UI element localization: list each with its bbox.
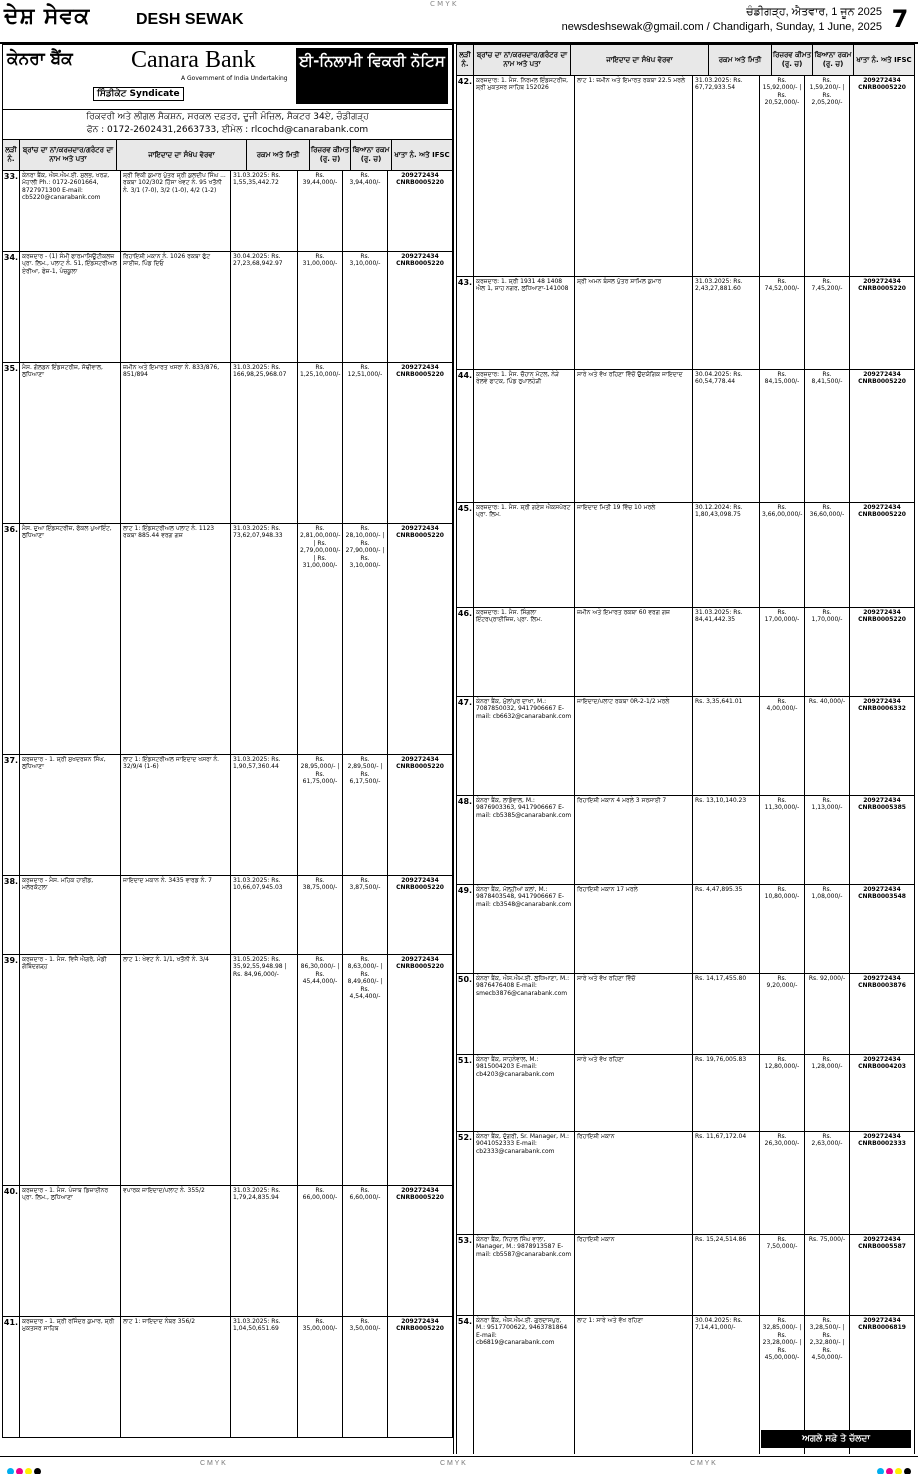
row-reserve: Rs. 17,00,000/- [760,608,805,696]
row-no: 48. [457,796,474,884]
row-branch: ਕਰਜ਼ਦਾਰ: 1. ਮੈਸ. ਸਿੰਗਲਾ ਇੰਟਰਪ੍ਰਾਈਜ਼ਿਜ਼, ਪ੍ਰਾ. ਲਿਮ. [474,608,575,696]
row-emd: Rs. 8,63,000/- | Rs. 8,49,600/- | Rs. 4,54,400/- [343,955,388,1185]
row-no: 35. [3,363,20,523]
row-reserve: Rs. 38,75,000/- [298,876,343,954]
header-reserve: ਰਿਜ਼ਰਵ ਕੀਮਤ (ਰੁ. ਚ) [772,45,813,75]
row-account: 209272434 CNRB0005220 [858,504,906,519]
dateline-punjabi: ਚੰਡੀਗੜ੍ਹ, ਐਤਵਾਰ, 1 ਜੂਨ 2025 [746,6,882,18]
row-branch: ਕੇਨਰਾ ਬੈਂਕ, ਐਸ.ਐਮ.ਈ. ਸੁਲਭ, ਖਰੜ, ਮੋਹਾਲੀ Ph.: 0172-2601664, 8727971300 E-mail: cb5220@canarabank.com [20,171,121,251]
black-dot-icon [904,1468,911,1474]
row-branch: ਮੈਸ. ਦੁਆ ਇੰਡਸਟਰੀਜ਼, ਫੋਕਲ ਪੁਆਇੰਟ, ਲੁਧਿਆਣਾ [20,524,121,754]
color-registration-dots [6,1461,42,1474]
row-emd: Rs. 40,000/- [805,697,850,795]
row-account: 209272434 CNRB0003548 [858,886,906,901]
row-date: 30.04.2025: Rs. 27,23,68,942.97 [231,252,298,362]
row-reserve: Rs. 28,95,000/- | Rs. 61,75,000/- [298,755,343,875]
row-branch: ਕਰਜ਼ਦਾਰ - 1. ਸ਼੍ਰੀ ਸੁਖਦਰਸ਼ਨ ਸਿੰਘ, ਲੁਧਿਆਣਾ [20,755,121,875]
row-no: 53. [457,1235,474,1315]
row-reserve: Rs. 9,20,000/- [760,974,805,1054]
row-emd: Rs. 8,41,500/- [805,370,850,502]
black-dot-icon [34,1468,41,1474]
row-account: 209272434 CNRB0005220 [396,877,444,892]
table-row [456,503,915,608]
row-emd: Rs. 92,000/- [805,974,850,1054]
row-desc: ਸਾਰੇ ਅਤੇ ਵੱਖ ਰਹਿਣਾ [575,1055,693,1131]
masthead-brand-english: DESH SEWAK [136,11,244,28]
row-account: 209272434 CNRB0005220 [396,525,444,540]
row-emd: Rs. 1,13,000/- [805,796,850,884]
notice-title: ਈ-ਨਿਲਾਮੀ ਵਿਕਰੀ ਨੋਟਿਸ [296,48,448,104]
row-desc: ਸਾਰੇ ਅਤੇ ਵੱਖ ਰਹਿਣਾ ਵਿੱਚੋਂ ਉਦਯੋਗਿਕ ਜਾਇਦਾਦ [575,370,693,502]
row-date: 31.03.2025: Rs. 73,62,07,948.33 [231,524,298,754]
row-reserve: Rs. 4,00,000/- [760,697,805,795]
row-date: 30.04.2025: Rs. 60,54,778.44 [693,370,760,502]
row-account: 209272434 CNRB0005587 [858,1236,906,1251]
row-account: 209272434 CNRB0005220 [396,756,444,771]
magenta-dot-icon [886,1468,893,1474]
row-account: 209272434 CNRB0005220 [858,371,906,386]
office-contact: ਫੋਨ : 0172-2602431,2663733, ਈਮੇਲ : rlcochd@canarabank.com [86,125,369,135]
row-branch: ਕੇਨਰਾ ਬੈਂਕ, ਸਾਹਨੇਵਾਲ, M.: 9815004203 E-mail: cb4203@canarabank.com [474,1055,575,1131]
row-desc: ਸ਼੍ਰੀ ਵਿਕੀ ਕੁਮਾਰ ਪੁੱਤਰ ਸ਼੍ਰੀ ਕੁਲਦੀਪ ਸਿੰਘ ... ਰਕਬਾ 102/302 ਹਿੱਸਾ ਖੇਵਟ ਨੰ. 95 ਖਤੌਨੀ ਨੰ. 3/1 (7-0), 3/2 (1-0), 4/2 (1-2) [121,171,231,251]
table-row [2,1317,453,1438]
row-branch: ਕਰਜ਼ਦਾਰ: 1. ਸ਼੍ਰੀ 1931 48 1408 ਐਲ 1, ਸ਼ਾਹ ਨਗਰ, ਲੁਧਿਆਣਾ-141008 [474,277,575,369]
row-emd: Rs. 3,87,500/- [343,876,388,954]
header-serial: ਲੜੀ ਨੰ. [457,45,474,75]
row-no: 39. [3,955,20,1185]
row-emd: Rs. 2,63,000/- [805,1132,850,1234]
notice-right-column [456,44,915,1454]
row-desc: ਰਿਹਾਇਸ਼ੀ ਮਕਾਨ 4 ਮਰਲੇ 3 ਸਰਸਾਈ 7 [575,796,693,884]
cmyk-mark-bottom-2: C M Y K [440,1460,466,1467]
row-no: 42. [457,76,474,276]
row-account: 209272434 CNRB0006332 [858,698,906,713]
row-reserve: Rs. 15,92,000/- | Rs. 20,52,000/- [760,76,805,276]
row-branch: ਕੇਨਰਾ ਬੈਂਕ, ਮੱਲ੍ਹੀਆਂ ਕਲਾਂ, M.: 9878403548, 9417906667 E-mail: cb3548@canarabank.com [474,885,575,973]
row-reserve: Rs. 74,52,000/- [760,277,805,369]
bottom-registration-bar [0,1456,918,1474]
bank-subtitle: A Government of India Undertaking [181,75,288,82]
header-reserve: ਰਿਜ਼ਰਵ ਕੀਮਤ (ਰੁ. ਚ) [310,140,351,170]
row-no: 46. [457,608,474,696]
row-reserve: Rs. 35,00,000/- [298,1317,343,1437]
row-reserve: Rs. 2,81,00,000/- | Rs. 2,79,00,000/- | Rs. 31,00,000/- [298,524,343,754]
row-date: Rs. 3,35,641.01 [693,697,760,795]
row-branch: ਕੇਨਰਾ ਬੈਂਕ, ਮੁੱਲਾਂਪੁਰ ਦਾਖਾ, M.: 7087850032, 9417906667 E-mail: cb6632@canarabank.com [474,697,575,795]
row-reserve: Rs. 66,00,000/- [298,1186,343,1316]
row-account: 209272434 CNRB0005220 [858,278,906,293]
row-emd: Rs. 1,08,000/- [805,885,850,973]
row-desc: ਲਾਟ 1: ਜ਼ਮੀਨ ਅਤੇ ਇਮਾਰਤ ਰਕਬਾ 22.5 ਮਰਲੇ [575,76,693,276]
table-row [456,796,915,885]
cyan-dot-icon [7,1468,14,1474]
notice-left-column [2,44,454,1454]
continued-banner: ਅਗਲੇ ਸਫ਼ੇ ਤੇ ਚੱਲਦਾ [761,1430,911,1448]
yellow-dot-icon [895,1468,902,1474]
row-date: Rs. 4,47,895.35 [693,885,760,973]
row-date: 31.03.2025: Rs. 67,72,933.54 [693,76,760,276]
header-description: ਜਾਇਦਾਦ ਦਾ ਸੰਖੇਪ ਵੇਰਵਾ [571,45,709,75]
table-row [456,608,915,697]
row-emd: Rs. 12,51,000/- [343,363,388,523]
row-emd: Rs. 75,000/- [805,1235,850,1315]
row-reserve: Rs. 84,15,000/- [760,370,805,502]
table-row [2,524,453,755]
row-date: Rs. 19,76,005.83 [693,1055,760,1131]
row-no: 40. [3,1186,20,1316]
row-date: 31.03.2025: Rs. 1,55,35,442.72 [231,171,298,251]
row-no: 36. [3,524,20,754]
left-rows [2,171,453,1438]
cyan-dot-icon [877,1468,884,1474]
header-description: ਜਾਇਦਾਦ ਦਾ ਸੰਖੇਪ ਵੇਰਵਾ [117,140,247,170]
header-amount: ਰਕਮ ਅਤੇ ਮਿਤੀ [247,140,310,170]
row-emd: Rs. 3,10,000/- [343,252,388,362]
row-branch: ਕੇਨਰਾ ਬੈਂਕ, ਐਸ.ਐਮ.ਈ. ਗੁਰਦਾਸਪੁਰ, M.: 9517700622, 9463781864 E-mail: cb6819@canarabank.com [474,1316,575,1454]
row-emd: Rs. 6,60,000/- [343,1186,388,1316]
row-reserve: Rs. 39,44,000/- [298,171,343,251]
table-row [2,955,453,1186]
row-desc: ਲਾਟ 1: ਜਾਇਦਾਦ ਨੰਬਰ 356/2 [121,1317,231,1437]
table-row [456,697,915,796]
row-no: 52. [457,1132,474,1234]
bank-name-english: Canara Bank [131,47,256,73]
row-emd: Rs. 3,94,400/- [343,171,388,251]
row-no: 38. [3,876,20,954]
row-desc: ਸ਼੍ਰੀ ਅਮਨ ਬੰਸਲ ਪੁੱਤਰ ਸ਼ਾਮਿਲ ਕੁਮਾਰ [575,277,693,369]
row-no: 34. [3,252,20,362]
row-reserve: Rs. 10,80,000/- [760,885,805,973]
header-amount: ਰਕਮ ਅਤੇ ਮਿਤੀ [709,45,772,75]
row-account: 209272434 CNRB0006819 [858,1317,906,1332]
row-no: 47. [457,697,474,795]
row-desc: ਲਾਟ 1: ਇੰਡਸਟਰੀਅਲ ਜਾਇਦਾਦ ਖਸਰਾ ਨੰ. 32/9/4 (1-6) [121,755,231,875]
table-row [2,171,453,252]
cmyk-mark-bottom-3: C M Y K [690,1460,716,1467]
row-branch: ਕਰਜ਼ਦਾਰ - 1. ਮੈਸ. ਵਿਜੈ ਐਗਰੋ, ਮੰਡੀ ਗੋਬਿੰਦਗੜ੍ਹ [20,955,121,1185]
office-line: ਰਿਕਵਰੀ ਅਤੇ ਲੀਗਲ ਸੈਕਸ਼ਨ, ਸਰਕਲ ਦਫ਼ਤਰ, ਦੂਜੀ ਮੰਜ਼ਿਲ, ਸੈਕਟਰ 34ਏ, ਚੰਡੀਗੜ੍ਹ [86,112,369,122]
row-branch: ਕੇਨਰਾ ਬੈਂਕ, ਲਾਡੋਵਾਲ, M.: 9876903363, 9417906667 E-mail: cb5385@canarabank.com [474,796,575,884]
row-desc: ਵਪਾਰਕ ਜਾਇਦਾਦ/ਪਲਾਟ ਨੰ. 355/2 [121,1186,231,1316]
header-branch: ਬ੍ਰਾਂਚ ਦਾ ਨਾਂ/ਕਰਜ਼ਦਾਰ/ਗਰੰਟਰ ਦਾ ਨਾਮ ਅਤੇ ਪਤਾ [474,45,571,75]
row-desc: ਰਿਹਾਇਸ਼ੀ ਮਕਾਨ ਨੰ. 1026 ਰਕਬਾ ਫੁੱਟ ਸਾਈਜ਼, ਪਿੰਡ ਦਿਓ [121,252,231,362]
row-account: 209272434 CNRB0005220 [396,1318,444,1333]
header-account: ਖਾਤਾ ਨੰ. ਅਤੇ IFSC [394,150,450,159]
row-reserve: Rs. 12,80,000/- [760,1055,805,1131]
row-emd: Rs. 36,60,000/- [805,503,850,607]
row-desc: ਰਿਹਾਇਸ਼ੀ ਮਕਾਨ [575,1235,693,1315]
row-emd: Rs. 1,59,200/- | Rs. 2,05,200/- [805,76,850,276]
row-reserve: Rs. 31,00,000/- [298,252,343,362]
row-desc: ਲਾਟ 1: ਖੇਵਟ ਨੰ. 1/1, ਖਤੌਨੀ ਨੰ. 3/4 [121,955,231,1185]
row-reserve: Rs. 32,85,000/- | Rs. 23,28,000/- | Rs. 45,00,000/- [760,1316,805,1454]
table-row [456,76,915,277]
row-date: Rs. 13,10,140.23 [693,796,760,884]
row-desc: ਰਿਹਾਇਸ਼ੀ ਮਕਾਨ 17 ਮਰਲੇ [575,885,693,973]
row-no: 49. [457,885,474,973]
row-branch: ਕਰਜ਼ਦਾਰ - 1. ਸ਼੍ਰੀ ਰਜਿੰਦਰ ਕੁਮਾਰ, ਸ਼੍ਰੀ ਮੁਕਤਸਰ ਸਾਹਿਬ [20,1317,121,1437]
row-desc: ਲਾਟ 1: ਸਾਰੇ ਅਤੇ ਵੱਖ ਰਹਿਣਾ [575,1316,693,1454]
row-no: 54. [457,1316,474,1454]
masthead [0,0,918,44]
row-date: 30.04.2025: Rs. 7,14,41,000/- [693,1316,760,1454]
row-desc: ਜਾਇਦਾਦ ਮਕਾਨ ਨੰ. 3435 ਵਾਰਡ ਨੰ. 7 [121,876,231,954]
row-branch: ਕਰਜ਼ਦਾਰ - 1. ਮੈਸ. ਪੰਜਾਬ ਡਿਜ਼ਾਈਨਰ ਪ੍ਰਾ. ਲਿਮ., ਲੁਧਿਆਣਾ [20,1186,121,1316]
row-emd: Rs. 3,50,000/- [343,1317,388,1437]
row-no: 43. [457,277,474,369]
bank-header [2,44,453,110]
table-row [456,885,915,974]
row-date: Rs. 11,67,172.04 [693,1132,760,1234]
row-account: 209272434 CNRB0004203 [858,1056,906,1071]
row-account: 209272434 CNRB0005220 [396,956,444,971]
row-desc: ਸਾਰੇ ਅਤੇ ਵੱਖ ਰਹਿਣਾ ਵਿੱਚੋਂ [575,974,693,1054]
row-account: 209272434 CNRB0005220 [396,1187,444,1202]
bank-name-punjabi: ਕੇਨਰਾ ਬੈਂਕ [7,49,73,69]
cmyk-mark-top: C M Y K [430,0,457,8]
row-account: 209272434 CNRB0005220 [396,253,444,268]
row-account: 209272434 CNRB0002333 [858,1133,906,1148]
row-desc: ਜ਼ਮੀਨ ਅਤੇ ਇਮਾਰਤ ਰਕਬਾ 60 ਵਰਗ ਗਜ਼ [575,608,693,696]
row-branch: ਕਰਜ਼ਦਾਰ: 1. ਮੈਸ. ਨਿਰਮਲ ਇੰਡਸਟਰੀਜ਼, ਸ਼੍ਰੀ ਮੁਕਤਸਰ ਸਾਹਿਬ 152026 [474,76,575,276]
table-row [456,370,915,503]
row-date: 31.03.2025: Rs. 1,79,24,835.94 [231,1186,298,1316]
row-date: 31.03.2025: Rs. 2,43,27,881.60 [693,277,760,369]
table-header-right [456,44,915,76]
masthead-dateline [562,5,882,35]
row-emd: Rs. 2,89,500/- | Rs. 6,17,500/- [343,755,388,875]
header-emd: ਬਿਆਨਾ ਰਕਮ (ਰੁ. ਚ) [813,45,854,75]
header-serial: ਲੜੀ ਨੰ. [3,140,20,170]
row-account: 209272434 CNRB0005220 [396,172,444,187]
row-branch: ਕੇਨਰਾ ਬੈਂਕ, ਨਿਹਾਲ ਸਿੰਘ ਵਾਲਾ, Manager, M.: 9878913587 E-mail: cb5587@canarabank.com [474,1235,575,1315]
row-date: 31.03.2025: Rs. 84,41,442.35 [693,608,760,696]
table-header [2,140,453,171]
office-address [2,110,453,140]
row-reserve: Rs. 11,30,000/- [760,796,805,884]
syndicate-logo: ਸਿੰਡੀਕੇਟ Syndicate [93,87,184,101]
row-emd: Rs. 28,10,000/- | Rs. 27,90,000/- | Rs. 3,10,000/- [343,524,388,754]
row-reserve: Rs. 3,66,00,000/- [760,503,805,607]
row-no: 51. [457,1055,474,1131]
header-emd: ਬਿਆਨਾ ਰਕਮ (ਰੁ. ਚ) [351,140,392,170]
row-branch: ਕਰਜ਼ਦਾਰ - ਮੈਸ. ਮਹਿਕ ਹਾਈਡ, ਮਲੇਰਕੋਟਲਾ [20,876,121,954]
row-branch: ਕਰਜ਼ਦਾਰ: 1. ਮੈਸ. ਚੌਹਾਨ ਮੋਟਲ, ਨੇੜੇ ਰੇਲਵੇ ਫਾਟਕ, ਪਿੰਡ ਰੁਪਾਲਹੇੜੀ [474,370,575,502]
table-row [2,252,453,363]
row-branch: ਕੇਨਰਾ ਬੈਂਕ, ਐਸ.ਐਮ.ਈ. ਲੁਧਿਆਣਾ, M.: 9876476408 E-mail: smecb3876@canarabank.com [474,974,575,1054]
row-desc: ਰਿਹਾਇਸ਼ੀ ਮਕਾਨ [575,1132,693,1234]
color-registration-dots-right [876,1461,912,1474]
yellow-dot-icon [25,1468,32,1474]
dateline-english: newsdeshsewak@gmail.com / Chandigarh, Sunday, 1 June, 2025 [561,21,882,33]
row-branch: ਮੈਸ. ਗੋਲਡਨ ਇੰਡਸਟਰੀਜ਼, ਸੋਢੀਵਾਲ, ਲੁਧਿਆਣਾ [20,363,121,523]
row-date: 31.03.2025: Rs. 10,66,07,945.03 [231,876,298,954]
row-date: 30.12.2024: Rs. 1,80,43,098.75 [693,503,760,607]
table-row [2,1186,453,1317]
table-row [2,363,453,524]
header-branch: ਬ੍ਰਾਂਚ ਦਾ ਨਾਂ/ਕਰਜ਼ਦਾਰ/ਗਰੰਟਰ ਦਾ ਨਾਮ ਅਤੇ ਪਤਾ [20,140,117,170]
row-date: 31.03.2025: Rs. 1,90,57,360.44 [231,755,298,875]
row-desc: ਜਾਇਦਾਦ/ਪਲਾਟ ਰਕਬਾ 0R-2-1/2 ਮਰਲੇ [575,697,693,795]
row-account: 209272434 CNRB0005220 [858,609,906,624]
page-number: 7 [891,5,909,33]
row-account: 209272434 CNRB0003876 [858,975,906,990]
row-emd: Rs. 1,28,000/- [805,1055,850,1131]
row-reserve: Rs. 86,30,000/- | Rs. 45,44,000/- [298,955,343,1185]
table-row [456,1132,915,1235]
table-row [456,277,915,370]
row-date: 31.05.2025: Rs. 35,92,55,948.98 | Rs. 84,96,000/- [231,955,298,1185]
row-emd: Rs. 7,45,200/- [805,277,850,369]
row-account: 209272434 CNRB0005220 [396,364,444,379]
header-account: ਖਾਤਾ ਨੰ. ਅਤੇ IFSC [856,55,912,64]
row-no: 50. [457,974,474,1054]
row-no: 41. [3,1317,20,1437]
table-row [456,1055,915,1132]
magenta-dot-icon [16,1468,23,1474]
row-date: Rs. 15,24,514.86 [693,1235,760,1315]
row-emd: Rs. 3,28,500/- | Rs. 2,32,800/- | Rs. 4,50,000/- [805,1316,850,1454]
table-row [2,876,453,955]
table-row [456,974,915,1055]
row-desc: ਜ਼ਮੀਨ ਅਤੇ ਇਮਾਰਤ ਖਸਰਾ ਨੰ. 833/876, 851/894 [121,363,231,523]
row-no: 33. [3,171,20,251]
row-no: 44. [457,370,474,502]
row-reserve: Rs. 1,25,10,000/- [298,363,343,523]
row-branch: ਕੇਨਰਾ ਬੈਂਕ, ਦੁੱਗਰੀ, Sr. Manager, M.: 9041052333 E-mail: cb2333@canarabank.com [474,1132,575,1234]
row-reserve: Rs. 26,30,000/- [760,1132,805,1234]
row-account: 209272434 CNRB0005220 [858,77,906,92]
row-account: 209272434 CNRB0005385 [858,797,906,812]
right-rows [456,76,915,1454]
row-branch: ਕਰਜ਼ਦਾਰ: 1. ਮੈਸ. ਸ਼੍ਰੀ ਗਣੇਸ਼ ਐਕਸਪੋਰਟ ਪ੍ਰਾ. ਲਿਮ. [474,503,575,607]
masthead-brand-punjabi: ਦੇਸ਼ ਸੇਵਕ [4,4,91,29]
table-row [2,755,453,876]
table-row [456,1235,915,1316]
row-date: 31.03.2025: Rs. 1,04,50,651.69 [231,1317,298,1437]
row-date: Rs. 14,17,455.80 [693,974,760,1054]
row-desc: ਲਾਟ 1: ਇੰਡਸਟਰੀਅਲ ਪਲਾਟ ਨੰ. 1123 ਰਕਬਾ 885.44 ਵਰਗ ਗਜ਼ [121,524,231,754]
row-emd: Rs. 1,70,000/- [805,608,850,696]
row-no: 45. [457,503,474,607]
row-reserve: Rs. 7,50,000/- [760,1235,805,1315]
row-no: 37. [3,755,20,875]
cmyk-mark-bottom-1: C M Y K [200,1460,226,1467]
row-branch: ਕਰਜ਼ਦਾਰ - (1) ਸੰਮੀ ਫਾਰਮਾਸਿਊਟੀਕਲਜ਼ ਪ੍ਰਾ. ਲਿਮ., ਪਲਾਟ ਨੰ. 51, ਇੰਡਸਟਰੀਅਲ ਏਰੀਆ, ਫੇਜ਼-1, ਪੰਚਕੂਲਾ [20,252,121,362]
row-date: 31.03.2025: Rs. 166,98,25,968.07 [231,363,298,523]
row-desc: ਜਾਇਦਾਦ ਮਿਤੀ 19 ਵਿੱਚ 10 ਮਰਲੇ [575,503,693,607]
